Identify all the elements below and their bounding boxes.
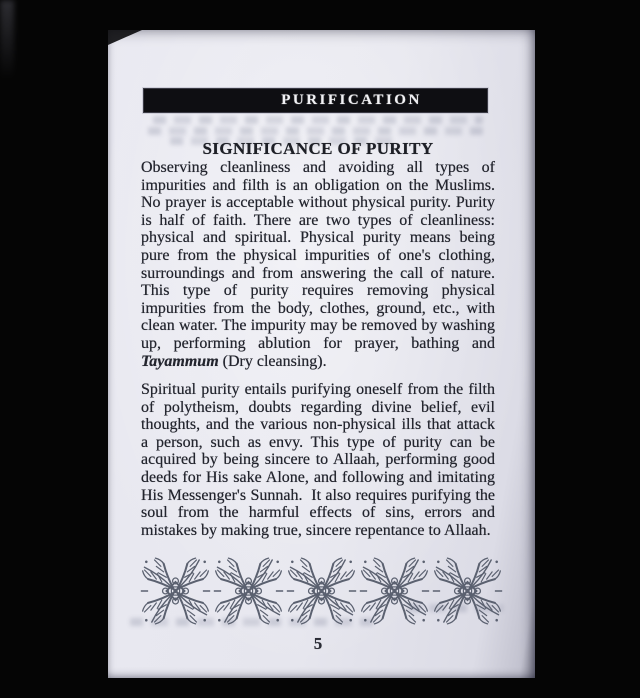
text-line: No prayer is acceptable without physical purity. Purity [141,194,495,212]
arabesque-ornament-icon [431,553,504,629]
text-line: deeds for His sake Alone, and following and imitating [141,468,495,486]
text-line: impurities from the body, clothes, ground, etc., with [141,299,495,317]
arabesque-ornament-icon [285,553,358,629]
arabesque-ornament-icon [212,553,285,629]
showthrough-line [148,127,483,135]
text-line: is half of faith. There are two types of cleanliness: [141,211,495,229]
text-line: acquired by being sincere to Allaah, performing good [141,451,495,469]
text-line: up, performing ablution for prayer, bathing and [141,334,495,352]
text-line: His Messenger's Sunnah. It also requires purifying the [141,486,495,504]
text-line: clean water. The impurity may be removed by washing [141,317,495,335]
paragraph-spiritual-purity [141,381,495,539]
term-tayammum: Tayammum [141,352,219,370]
text-line: a person, such as envy. This type of purity can be [141,433,495,451]
text-line: surroundings and from answering the call of nature. [141,264,495,282]
book-page [108,30,535,678]
text-line [141,353,495,371]
text-line: mistakes by making true, sincere repentance to Allaah. [141,521,491,539]
text-fragment: (Dry cleansing). [218,352,327,370]
section-heading: SIGNIFICANCE OF PURITY [202,139,434,158]
text-line: of polytheism, doubts regarding divine belief, evil [141,398,495,416]
text-line: This type of purity requires removing physical [141,282,495,300]
text-line: thoughts, and the various non-physical ills that attack [141,416,495,434]
ornament-band [138,552,504,630]
arabesque-ornament-icon [139,553,212,629]
chapter-title: PURIFICATION [281,92,422,108]
text-line: Observing cleanliness and avoiding all types of [141,159,495,176]
page-number: 5 [313,634,323,653]
text-line: impurities and filth is an obligation on the Muslims. [141,176,495,194]
paragraph-physical-purity [141,159,495,370]
showthrough-line [153,116,483,124]
chapter-title-bar [143,88,488,113]
page-corner-shadow [108,30,142,45]
text-line: Spiritual purity entails purifying oneself from the filth [141,381,495,398]
text-line: physical and spiritual. Physical purity means being [141,229,495,247]
arabesque-ornament-icon [358,553,431,629]
scan-smudge [0,0,14,80]
text-line: soul from the harmful effects of sins, errors and [141,504,495,522]
text-line: pure from the physical impurities of one's clothing, [141,246,495,264]
